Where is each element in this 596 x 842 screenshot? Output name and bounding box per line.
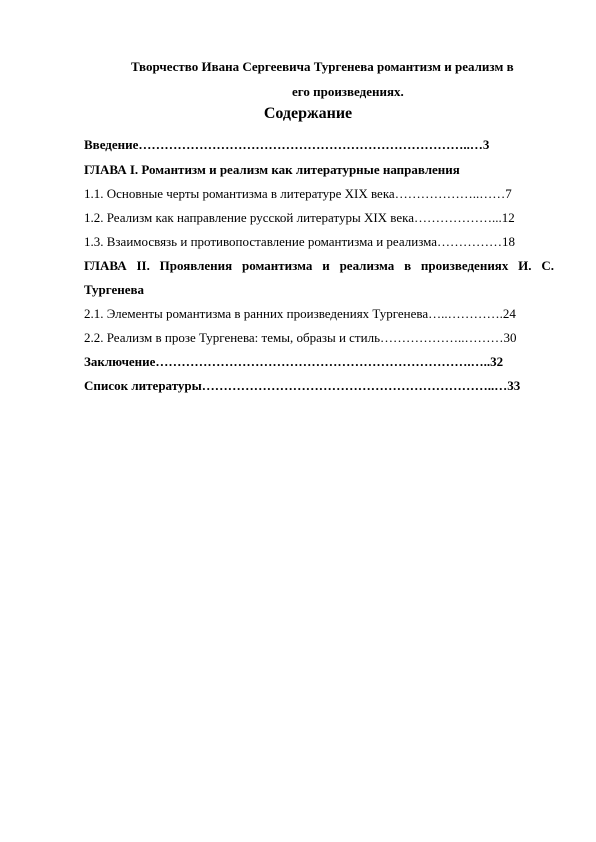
toc-entry-chapter-1: ГЛАВА I. Романтизм и реализм как литературные направления	[84, 162, 460, 177]
toc-entry-references: Список литературы…………………………………………………………..…33	[84, 378, 521, 393]
toc-heading: Содержание	[263, 105, 353, 122]
toc-entry-chapter-2: ГЛАВА II. Проявления романтизма и реализма в произведениях И. С.	[84, 258, 554, 273]
toc-entry-2-1: 2.1. Элементы романтизма в ранних произведениях Тургенева…..………….24	[84, 306, 516, 321]
toc-entry-2-2: 2.2. Реализм в прозе Тургенева: темы, образы и стиль………………..………30	[84, 330, 517, 345]
toc-entry-1-1: 1.1. Основные черты романтизма в литературе XIX века………………..……7	[84, 186, 512, 201]
document-title-line-1: Творчество Ивана Сергеевича Тургенева романтизм и реализм в	[131, 59, 514, 74]
toc-entry-conclusion: Заключение……………………………………………………………….…..32	[84, 354, 504, 369]
toc-entry-1-2: 1.2. Реализм как направление русской литературы XIX века………………...12	[84, 210, 515, 225]
document-title-line-2: его произведениях.	[292, 84, 404, 99]
toc-entry-chapter-2-continued: Тургенева	[84, 282, 145, 297]
toc-entry-1-3: 1.3. Взаимосвязь и противопоставление романтизма и реализма……………18	[84, 234, 516, 249]
toc-entry-introduction: Введение…………………………………………………………………..…3	[84, 137, 490, 152]
